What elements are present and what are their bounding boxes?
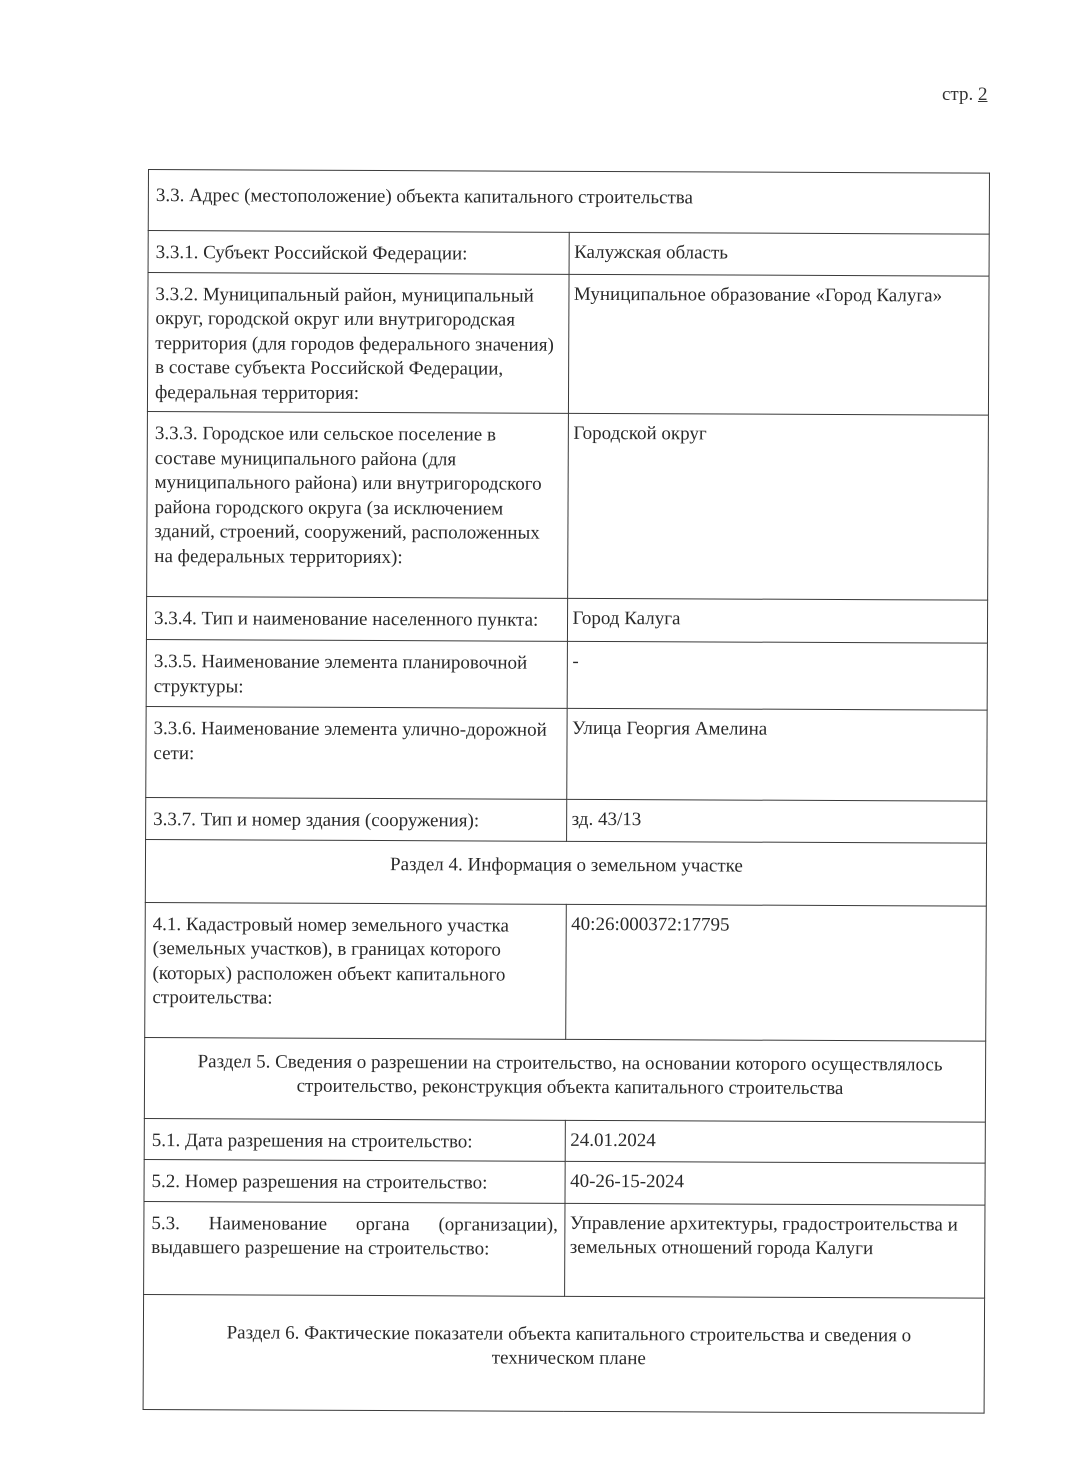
- permit-info-table: [143, 169, 990, 1413]
- row-label-3-3-5: 3.3.5. Наименование элемента планировочной структуры:: [146, 639, 567, 708]
- row-value-3-3-3: Городской округ: [567, 413, 988, 600]
- table-row: [146, 639, 987, 710]
- section-6-heading: Раздел 6. Фактические показатели объекта капитального строительства и сведения о техническом плане: [143, 1294, 984, 1413]
- row-value-5-2: 40-26-15-2024: [564, 1161, 985, 1204]
- row-label-3-3-4: 3.3.4. Тип и наименование населенного пункта:: [146, 596, 567, 641]
- table-row: [144, 1159, 985, 1204]
- row-value-3-3-6: Улица Георгия Амелина: [566, 708, 987, 801]
- table-row: [146, 797, 987, 842]
- table-row: [144, 1118, 985, 1163]
- table-row: [148, 231, 989, 276]
- row-label-5-3-line2: выдавшего разрешение на строительство:: [151, 1237, 490, 1260]
- row-label-3-3-3: 3.3.3. Городское или сельское поселение в составе муниципального района (для муниципального района) или внутригородского района городского округа (за исключением зданий, строений, сооружений, расположенных на федеральных территориях):: [147, 411, 568, 598]
- row-value-3-3-7: зд. 43/13: [566, 799, 987, 842]
- row-value-5-1: 24.01.2024: [565, 1120, 986, 1163]
- section-5-heading: Раздел 5. Сведения о разрешении на строительство, на основании которого осуществлялось строительство, реконструкция объекта капитального строительства: [144, 1037, 985, 1122]
- row-label-3-3-6: 3.3.6. Наименование элемента улично-дорожной сети:: [146, 706, 567, 799]
- section-4-heading-row: [145, 839, 986, 906]
- page-number: [942, 84, 987, 106]
- row-label-5-3: [144, 1201, 565, 1296]
- section-3-3-heading: 3.3. Адрес (местоположение) объекта капитального строительства: [148, 170, 989, 235]
- row-value-4-1: 40:26:000372:17795: [565, 904, 986, 1041]
- table-row: [147, 411, 989, 600]
- table-row: [146, 706, 987, 801]
- row-label-5-2: 5.2. Номер разрешения на строительство:: [144, 1159, 565, 1202]
- row-value-5-3: Управление архитектуры, градостроительства и земельных отношений города Калуги: [564, 1203, 985, 1298]
- row-value-3-3-2: Муниципальное образование «Город Калуга»: [568, 274, 989, 415]
- section-3-3-heading-row: [148, 170, 989, 235]
- table-row: [144, 1201, 985, 1298]
- row-value-3-3-1: Калужская область: [569, 232, 990, 275]
- section-4-heading: Раздел 4. Информация о земельном участке: [145, 839, 986, 906]
- row-label-3-3-7: 3.3.7. Тип и номер здания (сооружения):: [146, 797, 567, 840]
- table-row: [147, 272, 989, 415]
- row-label-5-3-line1: 5.3. Наименование органа (организации),: [151, 1212, 558, 1236]
- row-label-4-1: 4.1. Кадастровый номер земельного участка (земельных участков), в границах которого (которых) расположен объект капитального строительства:: [145, 902, 566, 1039]
- table-row: [145, 902, 987, 1041]
- section-6-heading-row: [143, 1294, 984, 1413]
- row-value-3-3-4: Город Калуга: [567, 598, 988, 643]
- section-5-heading-row: [144, 1037, 985, 1122]
- page-number-prefix: стр.: [942, 84, 974, 105]
- page-number-value: 2: [977, 84, 988, 105]
- table-row: [146, 596, 987, 643]
- row-label-3-3-2: 3.3.2. Муниципальный район, муниципальный округ, городской округ или внутригородская территория (для городов федерального значения) в составе субъекта Российской Федерации, федеральная территория:: [147, 272, 568, 413]
- row-value-3-3-5: -: [567, 641, 988, 710]
- row-label-3-3-1: 3.3.1. Субъект Российской Федерации:: [148, 231, 569, 274]
- row-label-5-1: 5.1. Дата разрешения на строительство:: [144, 1118, 565, 1161]
